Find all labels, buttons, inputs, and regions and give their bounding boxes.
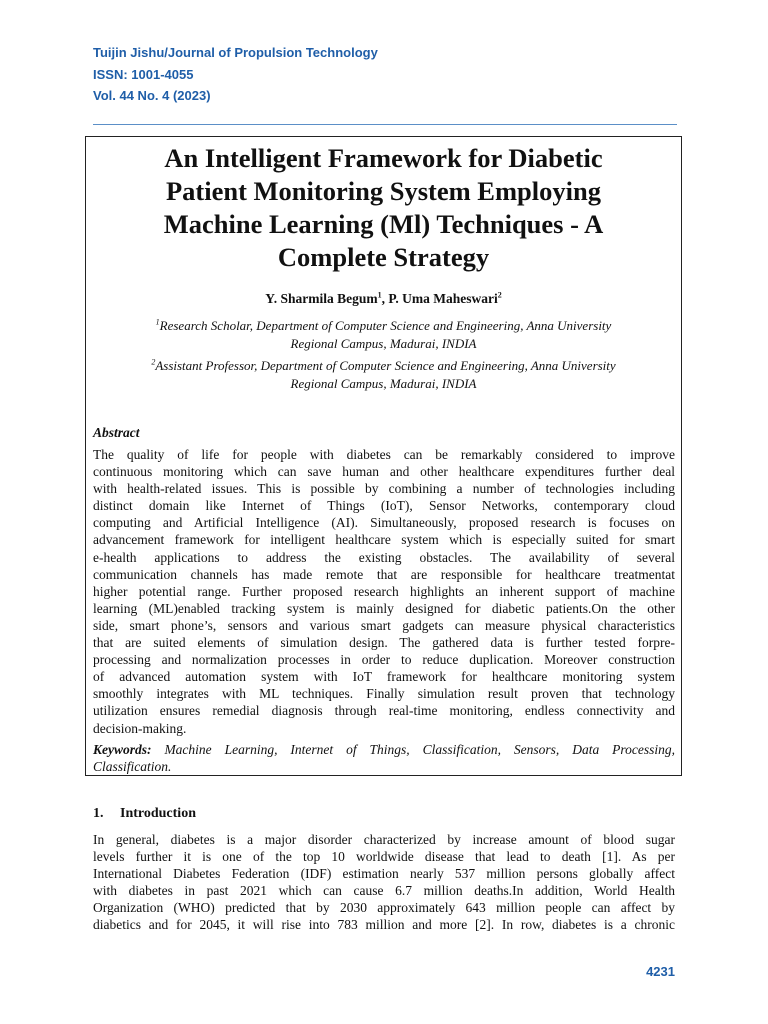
title-line: Patient Monitoring System Employing xyxy=(165,176,602,206)
abstract-line: e-health applications to address the existing obstacles. The availability of several xyxy=(93,549,675,565)
title-line: Complete Strategy xyxy=(277,242,490,272)
author-name: P. Uma Maheswari xyxy=(388,291,498,306)
intro-line: International Diabetes Federation (IDF) estimation nearly 537 million persons globally affect xyxy=(93,866,675,882)
journal-header xyxy=(93,42,693,107)
author-separator: , xyxy=(381,291,389,306)
abstract-heading: Abstract xyxy=(93,425,140,440)
journal-issn: ISSN: 1001-4055 xyxy=(93,66,194,82)
abstract-line: that are suited elements of simulation design. The gathered data is further tested forpre- xyxy=(93,635,675,651)
abstract-line: The quality of life for people with diabetes can be remarkably considered to improve xyxy=(93,447,675,462)
intro-body xyxy=(93,831,675,934)
page-number: 4231 xyxy=(646,964,675,979)
author-affil-mark: 2 xyxy=(497,290,502,300)
affil-line: Regional Campus, Madurai, INDIA xyxy=(290,336,477,351)
abstract-line: side, smart phone’s, sensors and various smart gadgets can measure physical characteristics xyxy=(93,617,675,633)
author-list xyxy=(85,291,682,307)
abstract-line: higher potential range. Further proposed research highlights an inherent support of machine xyxy=(93,583,675,599)
title-line: Machine Learning (Ml) Techniques - A xyxy=(163,209,604,239)
abstract-line: continuous monitoring which can save human and other healthcare expenditures further deal xyxy=(93,464,675,480)
paper-title xyxy=(85,142,682,274)
affiliation-2 xyxy=(85,357,682,393)
affil-line: Assistant Professor, Department of Computer Science and Engineering, Anna University xyxy=(155,358,616,373)
header-rule xyxy=(93,124,677,125)
affil-mark: 1 xyxy=(155,317,160,327)
abstract-line: processing and normalization processes in order to reduce duplication. Moreover construction xyxy=(93,652,675,668)
intro-line: In general, diabetes is a major disorder characterized by increase amount of blood sugar xyxy=(93,832,675,847)
intro-line: Organization (WHO) predicted that by 2030 approximately 643 million people can affect by xyxy=(93,900,675,916)
abstract-line: computing and Artificial Intelligence (AI). Simultaneously, proposed research is focuses on xyxy=(93,515,675,531)
abstract-line: utilization ensures remedial diagnosis through real-time monitoring, endless connectivity and xyxy=(93,703,675,719)
abstract-line: learning (ML)enabled tracking system is mainly designed for diabetic patients.On the other xyxy=(93,600,675,616)
section-title: Introduction xyxy=(120,806,196,821)
keywords-text: Machine Learning, Internet of Things, Classification, Sensors, Data Processing, xyxy=(164,742,676,757)
author-name: Y. Sharmila Begum xyxy=(265,291,378,306)
keywords-text: Classification. xyxy=(93,759,172,775)
section-number: 1. xyxy=(93,806,104,821)
abstract-line: smoothly integrates with ML techniques. Finally simulation result proven that technology xyxy=(93,686,675,702)
keywords xyxy=(93,741,675,775)
abstract-line: communication channels has made remote that are responsible for healthcare treatmentat xyxy=(93,566,675,582)
intro-line: levels further it is one of the top 10 worldwide disease that lead to death [1]. As per xyxy=(93,849,675,865)
keywords-label: Keywords: xyxy=(93,742,152,757)
abstract-line: decision-making. xyxy=(93,720,187,736)
title-line: An Intelligent Framework for Diabetic xyxy=(164,143,603,173)
abstract-body xyxy=(93,446,675,737)
abstract-line: with health-related issues. This is possible by combining a number of technologies including xyxy=(93,481,675,497)
journal-name: Tuijin Jishu/Journal of Propulsion Technology xyxy=(93,45,378,60)
author-affil-mark: 1 xyxy=(377,290,382,300)
affiliation-1 xyxy=(85,317,682,353)
intro-line: with diabetes in past 2021 which can cause 6.7 million deaths.In addition, World Health xyxy=(93,883,675,899)
abstract-line: of advanced automation system with IoT framework for healthcare monitoring system xyxy=(93,669,675,685)
abstract-line: distinct domain like Internet of Things (IoT), Sensor Networks, contemporary cloud xyxy=(93,498,675,514)
journal-volume: Vol. 44 No. 4 (2023) xyxy=(93,88,211,103)
abstract-line: advancement framework for intelligent healthcare system which is especially suited for smart xyxy=(93,532,675,548)
affil-line: Research Scholar, Department of Computer Science and Engineering, Anna University xyxy=(159,318,612,333)
section-heading xyxy=(93,806,196,822)
affil-line: Regional Campus, Madurai, INDIA xyxy=(290,376,477,391)
affil-mark: 2 xyxy=(151,357,156,367)
intro-line: diabetics and for 2045, it will rise into 783 million and more [2]. In row, diabetes is a chronic xyxy=(93,917,675,933)
